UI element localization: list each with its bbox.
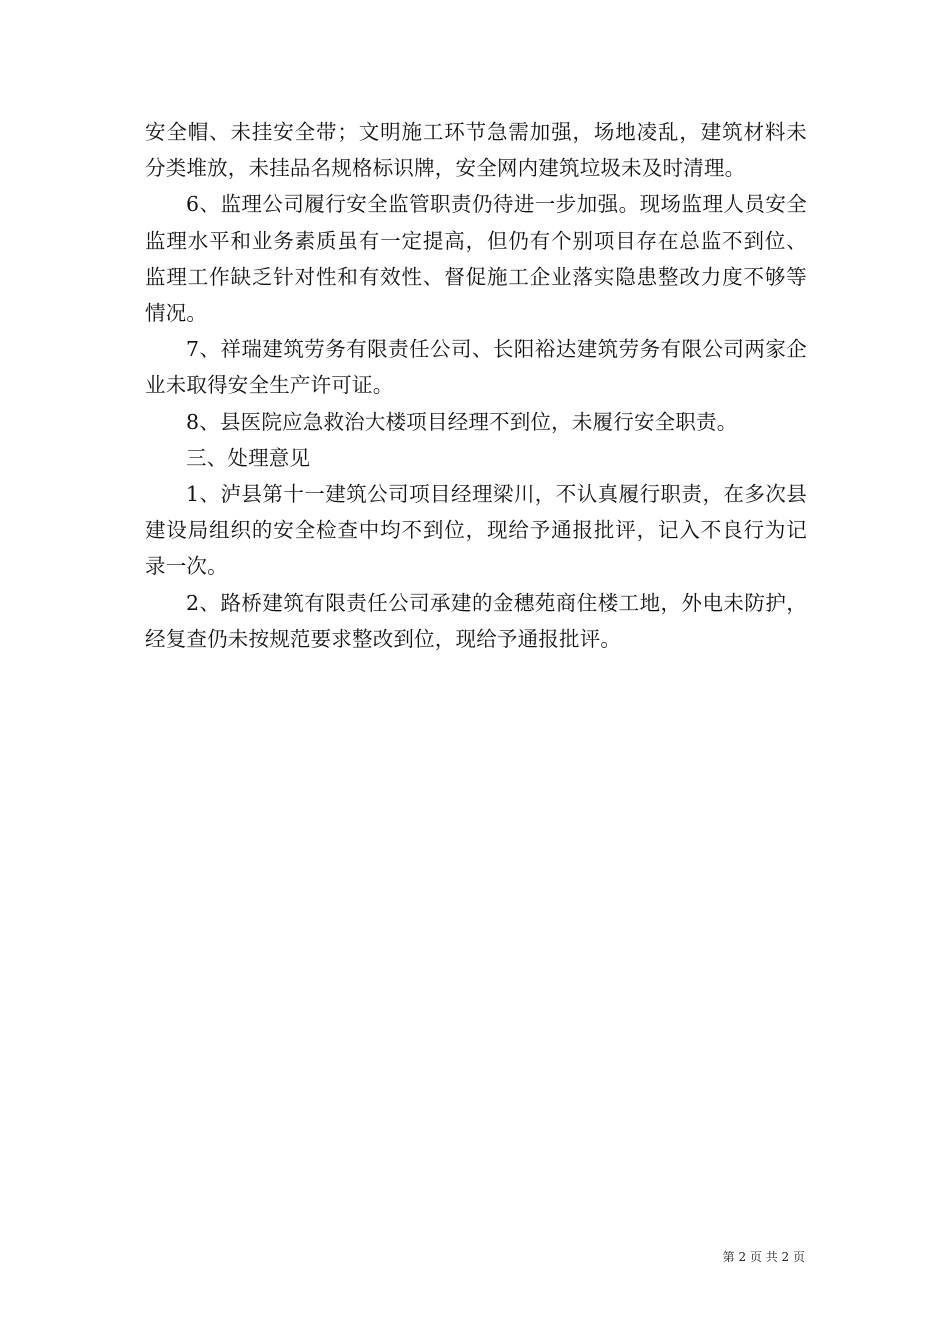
paragraph-opinion-1: 1、泸县第十一建筑公司项目经理梁川，不认真履行职责，在多次县建设局组织的安全检查中均不到位，现给予通报批评，记入不良行为记录一次。 [145,482,807,579]
section-heading: 三、处理意见 [186,445,311,470]
paragraph-opinion-2: 2、路桥建筑有限责任公司承建的金穗苑商住楼工地，外电未防护，经复查仍未按规范要求整改到位，现给予通报批评。 [145,590,807,651]
paragraph-item-8: 8、县医院应急救治大楼项目经理不到位，未履行安全职责。 [186,409,738,434]
document-body [145,114,807,657]
paragraph-item-7: 7、祥瑞建筑劳务有限责任公司、长阳裕达建筑劳务有限公司两家企业未取得安全生产许可证。 [145,337,807,398]
paragraph-continuation: 安全帽、未挂安全带；文明施工环节急需加强，场地凌乱，建筑材料未分类堆放，未挂品名规格标识牌，安全网内建筑垃圾未及时清理。 [145,120,807,181]
page-number-footer: 第 2 页 共 2 页 [722,1250,805,1264]
paragraph-item-6: 6、监理公司履行安全监管职责仍待进一步加强。现场监理人员安全监理水平和业务素质虽有一定提高，但仍有个别项目存在总监不到位、监理工作缺乏针对性和有效性、督促施工企业落实隐患整改力度不够等情况。 [145,192,807,326]
